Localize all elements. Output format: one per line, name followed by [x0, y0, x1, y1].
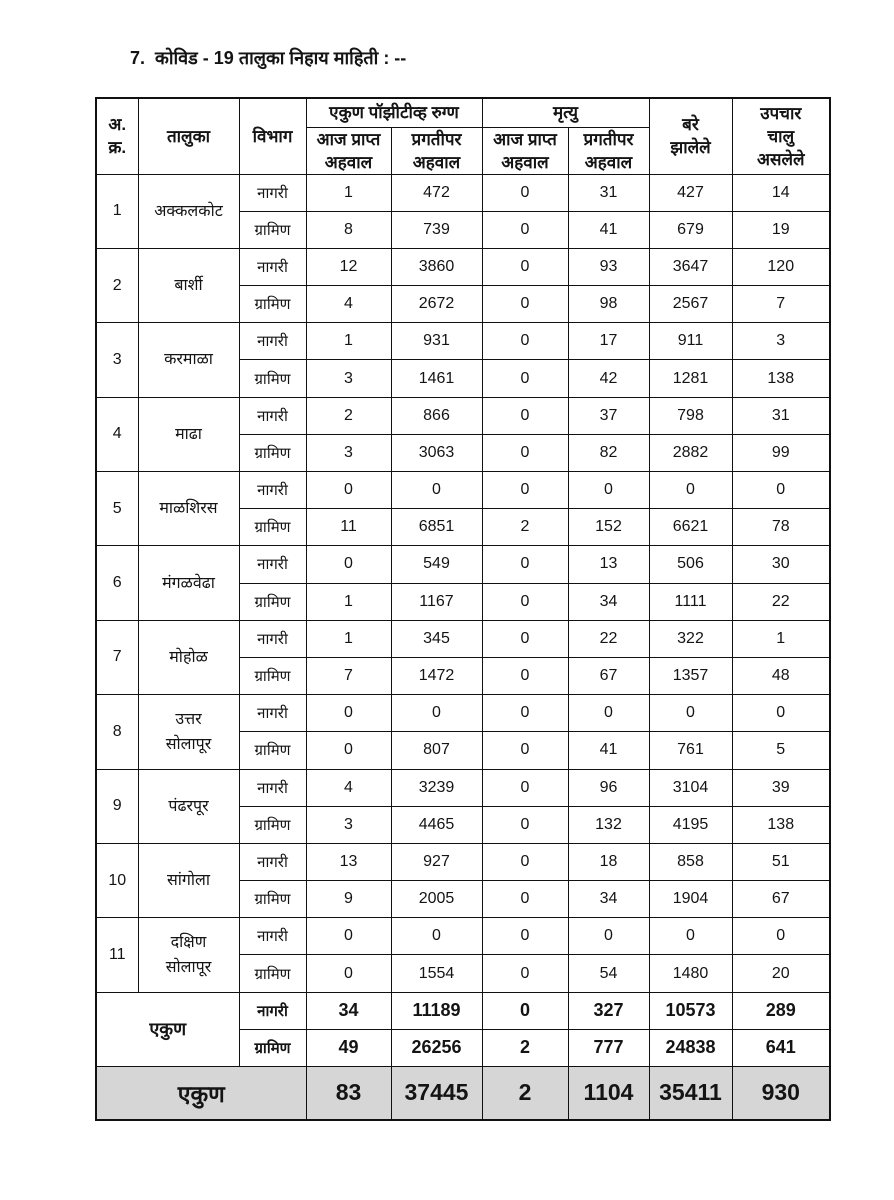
serial-number-cell: 6 [96, 546, 138, 620]
header-recovered-line: झालेले [670, 138, 711, 158]
positive-today-cell: 0 [306, 472, 391, 509]
header-serial [96, 98, 138, 174]
division-cell: ग्रामिण [239, 583, 306, 620]
positive-progressive-cell: 2005 [391, 881, 482, 918]
deaths-today-cell: 0 [482, 248, 568, 285]
active-cell: 20 [732, 955, 830, 992]
positive-progressive-cell: 1472 [391, 657, 482, 694]
active-cell: 78 [732, 509, 830, 546]
positive-today-cell: 0 [306, 732, 391, 769]
deaths-today-cell: 0 [482, 620, 568, 657]
deaths-today-cell: 0 [482, 434, 568, 471]
section-title: कोविड - 19 तालुका निहाय माहिती : -- [155, 48, 407, 68]
recovered-cell: 0 [649, 918, 732, 955]
positive-progressive-cell: 549 [391, 546, 482, 583]
active-cell: 0 [732, 918, 830, 955]
division-cell: नागरी [239, 695, 306, 732]
division-cell: ग्रामिण [239, 657, 306, 694]
taluka-name-line: सांगोला [166, 872, 211, 890]
deaths-progressive-cell: 93 [568, 248, 649, 285]
header-line: अहवाल [412, 152, 461, 172]
serial-number-cell: 4 [96, 397, 138, 471]
positive-today-cell: 83 [306, 1066, 391, 1120]
deaths-progressive-cell: 0 [568, 472, 649, 509]
header-serial-line: अ. [108, 115, 127, 135]
table-row [96, 620, 830, 657]
header-line: प्रगतीपर [583, 129, 634, 149]
table-row [96, 546, 830, 583]
header-active [732, 98, 830, 174]
taluka-name-cell [138, 769, 239, 843]
table-header [96, 98, 830, 174]
positive-progressive-cell: 26256 [391, 1029, 482, 1066]
serial-number-cell: 9 [96, 769, 138, 843]
division-cell: नागरी [239, 546, 306, 583]
recovered-cell: 0 [649, 695, 732, 732]
deaths-progressive-cell: 41 [568, 211, 649, 248]
deaths-today-cell: 0 [482, 881, 568, 918]
recovered-cell: 2567 [649, 286, 732, 323]
positive-progressive-cell: 1554 [391, 955, 482, 992]
header-line: प्रगतीपर [411, 129, 462, 149]
active-cell: 930 [732, 1066, 830, 1120]
positive-progressive-cell: 0 [391, 695, 482, 732]
deaths-progressive-cell: 31 [568, 174, 649, 211]
positive-today-cell: 3 [306, 360, 391, 397]
recovered-cell: 506 [649, 546, 732, 583]
division-cell: ग्रामिण [239, 881, 306, 918]
table-row [96, 174, 830, 211]
positive-progressive-cell: 345 [391, 620, 482, 657]
header-positive-progressive [391, 127, 482, 174]
page-title [130, 46, 406, 70]
taluka-name-cell [138, 546, 239, 620]
positive-progressive-cell: 1461 [391, 360, 482, 397]
deaths-progressive-cell: 34 [568, 881, 649, 918]
division-cell: नागरी [239, 769, 306, 806]
table-row [96, 918, 830, 955]
table-row [96, 248, 830, 285]
serial-number-cell: 2 [96, 248, 138, 322]
header-line: अहवाल [324, 152, 373, 172]
deaths-progressive-cell: 67 [568, 657, 649, 694]
serial-number-cell: 11 [96, 918, 138, 992]
header-line: आज प्राप्त [316, 129, 381, 149]
deaths-progressive-cell: 13 [568, 546, 649, 583]
positive-today-cell: 34 [306, 992, 391, 1029]
deaths-progressive-cell: 327 [568, 992, 649, 1029]
taluka-name-cell [138, 695, 239, 769]
recovered-cell: 1480 [649, 955, 732, 992]
positive-today-cell: 13 [306, 843, 391, 880]
recovered-cell: 679 [649, 211, 732, 248]
deaths-progressive-cell: 0 [568, 918, 649, 955]
deaths-progressive-cell: 22 [568, 620, 649, 657]
positive-today-cell: 1 [306, 583, 391, 620]
positive-today-cell: 0 [306, 695, 391, 732]
taluka-name-line: सोलापूर [165, 735, 212, 753]
positive-today-cell: 0 [306, 918, 391, 955]
section-number: 7. [130, 48, 146, 68]
taluka-name-line: करमाळा [164, 351, 213, 369]
positive-today-cell: 3 [306, 806, 391, 843]
active-cell: 99 [732, 434, 830, 471]
positive-progressive-cell: 4465 [391, 806, 482, 843]
deaths-progressive-cell: 37 [568, 397, 649, 434]
deaths-today-cell: 0 [482, 992, 568, 1029]
serial-number-cell: 5 [96, 472, 138, 546]
table-row [96, 323, 830, 360]
table-row [96, 769, 830, 806]
header-division: विभाग [239, 98, 306, 174]
header-deaths: मृत्यु [482, 98, 649, 127]
header-line: अहवाल [584, 152, 633, 172]
recovered-cell: 35411 [649, 1066, 732, 1120]
deaths-today-cell: 2 [482, 509, 568, 546]
serial-number-cell: 1 [96, 174, 138, 248]
taluka-name-cell [138, 620, 239, 694]
deaths-progressive-cell: 1104 [568, 1066, 649, 1120]
active-cell: 51 [732, 843, 830, 880]
taluka-name-cell [138, 843, 239, 917]
positive-today-cell: 4 [306, 286, 391, 323]
positive-progressive-cell: 866 [391, 397, 482, 434]
recovered-cell: 6621 [649, 509, 732, 546]
division-cell: ग्रामिण [239, 1029, 306, 1066]
header-recovered-line: बरे [682, 115, 699, 135]
taluka-name-cell [138, 472, 239, 546]
deaths-today-cell: 0 [482, 397, 568, 434]
division-cell: ग्रामिण [239, 955, 306, 992]
positive-progressive-cell: 3860 [391, 248, 482, 285]
positive-today-cell: 7 [306, 657, 391, 694]
division-cell: नागरी [239, 174, 306, 211]
deaths-today-cell: 0 [482, 769, 568, 806]
deaths-progressive-cell: 41 [568, 732, 649, 769]
positive-today-cell: 49 [306, 1029, 391, 1066]
deaths-progressive-cell: 82 [568, 434, 649, 471]
recovered-cell: 3647 [649, 248, 732, 285]
deaths-today-cell: 0 [482, 843, 568, 880]
division-cell: नागरी [239, 992, 306, 1029]
deaths-today-cell: 0 [482, 918, 568, 955]
positive-today-cell: 8 [306, 211, 391, 248]
deaths-today-cell: 0 [482, 323, 568, 360]
serial-number-cell: 8 [96, 695, 138, 769]
covid-taluka-table [95, 97, 831, 1121]
serial-number-cell: 10 [96, 843, 138, 917]
header-active-line: उपचार [760, 103, 802, 123]
division-cell: नागरी [239, 323, 306, 360]
deaths-today-cell: 0 [482, 286, 568, 323]
recovered-cell: 911 [649, 323, 732, 360]
recovered-cell: 427 [649, 174, 732, 211]
division-cell: नागरी [239, 620, 306, 657]
division-cell: ग्रामिण [239, 732, 306, 769]
positive-progressive-cell: 3063 [391, 434, 482, 471]
positive-progressive-cell: 0 [391, 472, 482, 509]
header-active-line: असलेले [756, 149, 805, 169]
active-cell: 39 [732, 769, 830, 806]
deaths-progressive-cell: 17 [568, 323, 649, 360]
deaths-progressive-cell: 0 [568, 695, 649, 732]
positive-progressive-cell: 1167 [391, 583, 482, 620]
positive-progressive-cell: 807 [391, 732, 482, 769]
taluka-name-line: मंगळवेढा [162, 574, 215, 592]
taluka-name-line: सोलापूर [165, 958, 212, 976]
taluka-name-line: बार्शी [174, 277, 203, 295]
recovered-cell: 858 [649, 843, 732, 880]
recovered-cell: 0 [649, 472, 732, 509]
deaths-progressive-cell: 18 [568, 843, 649, 880]
division-cell: नागरी [239, 843, 306, 880]
header-recovered [649, 98, 732, 174]
active-cell: 30 [732, 546, 830, 583]
subtotal-label: एकुण [96, 992, 239, 1066]
subtotal-row [96, 992, 830, 1029]
taluka-name-line: पंढरपूर [168, 797, 209, 815]
active-cell: 1 [732, 620, 830, 657]
positive-today-cell: 12 [306, 248, 391, 285]
active-cell: 138 [732, 360, 830, 397]
table-row [96, 472, 830, 509]
positive-progressive-cell: 472 [391, 174, 482, 211]
table-row [96, 397, 830, 434]
deaths-progressive-cell: 54 [568, 955, 649, 992]
recovered-cell: 1111 [649, 583, 732, 620]
positive-progressive-cell: 3239 [391, 769, 482, 806]
division-cell: ग्रामिण [239, 509, 306, 546]
serial-number-cell: 7 [96, 620, 138, 694]
taluka-name-cell [138, 918, 239, 992]
table-row [96, 843, 830, 880]
table-row [96, 695, 830, 732]
positive-today-cell: 1 [306, 323, 391, 360]
header-deaths-today [482, 127, 568, 174]
deaths-today-cell: 2 [482, 1029, 568, 1066]
recovered-cell: 3104 [649, 769, 732, 806]
recovered-cell: 1281 [649, 360, 732, 397]
deaths-progressive-cell: 34 [568, 583, 649, 620]
header-line: अहवाल [501, 152, 549, 172]
recovered-cell: 798 [649, 397, 732, 434]
division-cell: नागरी [239, 397, 306, 434]
recovered-cell: 2882 [649, 434, 732, 471]
recovered-cell: 1904 [649, 881, 732, 918]
header-taluka: तालुका [138, 98, 239, 174]
positive-progressive-cell: 927 [391, 843, 482, 880]
taluka-name-cell [138, 248, 239, 322]
positive-progressive-cell: 2672 [391, 286, 482, 323]
grand-total-row [96, 1066, 830, 1120]
deaths-today-cell: 0 [482, 360, 568, 397]
division-cell: ग्रामिण [239, 286, 306, 323]
recovered-cell: 10573 [649, 992, 732, 1029]
positive-today-cell: 1 [306, 174, 391, 211]
header-positive-today [306, 127, 391, 174]
taluka-name-cell [138, 174, 239, 248]
recovered-cell: 322 [649, 620, 732, 657]
active-cell: 7 [732, 286, 830, 323]
positive-progressive-cell: 6851 [391, 509, 482, 546]
division-cell: नागरी [239, 918, 306, 955]
active-cell: 5 [732, 732, 830, 769]
taluka-name-line: मोहोळ [169, 648, 208, 666]
deaths-progressive-cell: 96 [568, 769, 649, 806]
active-cell: 641 [732, 1029, 830, 1066]
deaths-today-cell: 0 [482, 657, 568, 694]
division-cell: ग्रामिण [239, 434, 306, 471]
deaths-progressive-cell: 152 [568, 509, 649, 546]
positive-today-cell: 3 [306, 434, 391, 471]
active-cell: 0 [732, 472, 830, 509]
positive-today-cell: 4 [306, 769, 391, 806]
positive-progressive-cell: 11189 [391, 992, 482, 1029]
recovered-cell: 761 [649, 732, 732, 769]
positive-progressive-cell: 739 [391, 211, 482, 248]
table-body [96, 174, 830, 1120]
deaths-progressive-cell: 132 [568, 806, 649, 843]
grand-total-label: एकुण [96, 1066, 306, 1120]
positive-today-cell: 1 [306, 620, 391, 657]
taluka-name-line: दक्षिण [170, 933, 207, 951]
taluka-name-line: माढा [175, 425, 202, 443]
active-cell: 289 [732, 992, 830, 1029]
recovered-cell: 24838 [649, 1029, 732, 1066]
header-line: आज प्राप्त [493, 129, 557, 149]
active-cell: 3 [732, 323, 830, 360]
serial-number-cell: 3 [96, 323, 138, 397]
positive-today-cell: 2 [306, 397, 391, 434]
deaths-today-cell: 0 [482, 806, 568, 843]
taluka-name-line: माळशिरस [159, 500, 218, 518]
taluka-name-line: उत्तर [175, 710, 202, 728]
header-positive: एकुण पॉझीटीव्ह रुग्ण [306, 98, 482, 127]
deaths-today-cell: 0 [482, 732, 568, 769]
deaths-progressive-cell: 777 [568, 1029, 649, 1066]
active-cell: 138 [732, 806, 830, 843]
deaths-today-cell: 0 [482, 955, 568, 992]
active-cell: 14 [732, 174, 830, 211]
active-cell: 19 [732, 211, 830, 248]
deaths-progressive-cell: 42 [568, 360, 649, 397]
header-serial-line: क्र. [108, 138, 127, 158]
header-deaths-progressive [568, 127, 649, 174]
positive-progressive-cell: 37445 [391, 1066, 482, 1120]
division-cell: नागरी [239, 472, 306, 509]
taluka-name-line: अक्कलकोट [154, 202, 223, 220]
positive-progressive-cell: 0 [391, 918, 482, 955]
division-cell: ग्रामिण [239, 360, 306, 397]
positive-today-cell: 0 [306, 546, 391, 583]
deaths-today-cell: 2 [482, 1066, 568, 1120]
deaths-today-cell: 0 [482, 211, 568, 248]
active-cell: 0 [732, 695, 830, 732]
division-cell: नागरी [239, 248, 306, 285]
deaths-today-cell: 0 [482, 472, 568, 509]
positive-today-cell: 11 [306, 509, 391, 546]
deaths-today-cell: 0 [482, 174, 568, 211]
positive-progressive-cell: 931 [391, 323, 482, 360]
deaths-progressive-cell: 98 [568, 286, 649, 323]
active-cell: 48 [732, 657, 830, 694]
division-cell: ग्रामिण [239, 806, 306, 843]
deaths-today-cell: 0 [482, 695, 568, 732]
positive-today-cell: 0 [306, 955, 391, 992]
active-cell: 31 [732, 397, 830, 434]
recovered-cell: 1357 [649, 657, 732, 694]
positive-today-cell: 9 [306, 881, 391, 918]
division-cell: ग्रामिण [239, 211, 306, 248]
deaths-today-cell: 0 [482, 546, 568, 583]
active-cell: 22 [732, 583, 830, 620]
header-active-line: चालु [767, 126, 795, 146]
deaths-today-cell: 0 [482, 583, 568, 620]
active-cell: 67 [732, 881, 830, 918]
header-row [96, 98, 830, 127]
taluka-name-cell [138, 323, 239, 397]
recovered-cell: 4195 [649, 806, 732, 843]
active-cell: 120 [732, 248, 830, 285]
taluka-name-cell [138, 397, 239, 471]
